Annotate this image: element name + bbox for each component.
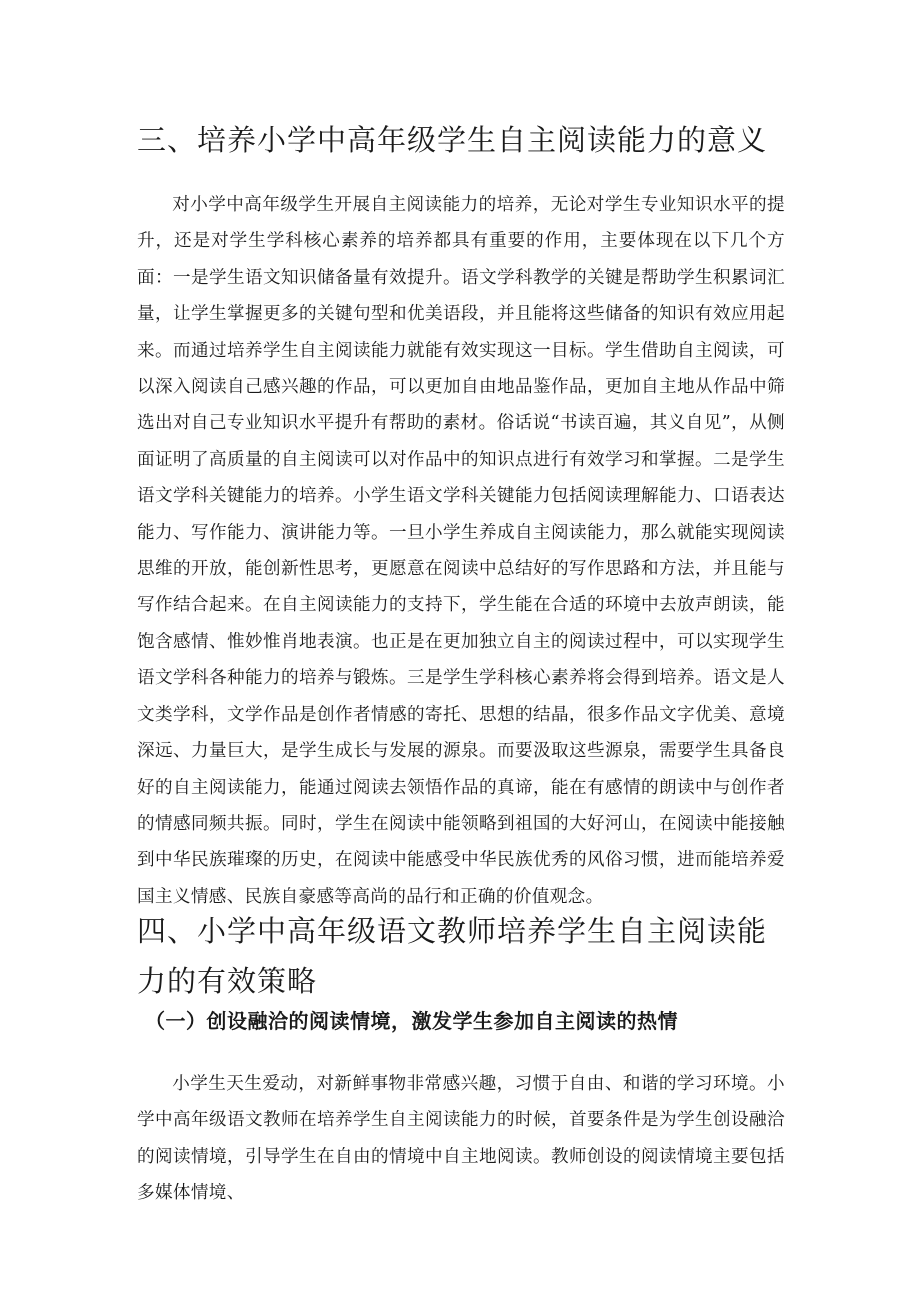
section-3-heading: 三、培养小学中高年级学生自主阅读能力的意义 [137, 123, 768, 157]
subsection-1-heading: （一）创设融洽的阅读情境，激发学生参加自主阅读的热情 [145, 1009, 678, 1033]
subsection-1-paragraph: 小学生天生爱动，对新鲜事物非常感兴趣，习惯于自由、和谐的学习环境。小学中高年级语文教师在培养学生自主阅读能力的时候，首要条件是为学生创设融洽的阅读情境，引导学生在自由的情境中自主地阅读。教师创设的阅读情境主要包括多媒体情境、 [137, 1074, 785, 1204]
section-4-heading: 四、小学中高年级语文教师培养学生自主阅读能力的有效策略 [137, 914, 768, 998]
section-3-paragraph: 对小学中高年级学生开展自主阅读能力的培养，无论对学生专业知识水平的提升，还是对学生学科核心素养的培养都具有重要的作用，主要体现在以下几个方面：一是学生语文知识储备量有效提升。语文学科教学的关键是帮助学生积累词汇量，让学生掌握更多的关键句型和优美语段，并且能将这些储备的知识有效应用起来。而通过培养学生自主阅读能力就能有效实现这一目标。学生借助自主阅读，可以深入阅读自己感兴趣的作品，可以更加自由地品鉴作品，更加自主地从作品中筛选出对自己专业知识水平提升有帮助的素材。俗话说“书读百遍，其义自见”，从侧面证明了高质量的自主阅读可以对作品中的知识点进行有效学习和掌握。二是学生语文学科关键能力的培养。小学生语文学科关键能力包括阅读理解能力、口语表达能力、写作能力、演讲能力等。一旦小学生养成自主阅读能力，那么就能实现阅读思维的开放，能创新性思考，更愿意在阅读中总结好的写作思路和方法，并且能与写作结合起来。在自主阅读能力的支持下，学生能在合适的环境中去放声朗读，能饱含感情、惟妙惟肖地表演。也正是在更加独立自主的阅读过程中，可以实现学生语文学科各种能力的培养与锻炼。三是学生学科核心素养将会得到培养。语文是人文类学科，文学作品是创作者情感的寄托、思想的结晶，很多作品文字优美、意境深远、力量巨大，是学生成长与发展的源泉。而要汲取这些源泉，需要学生具备良好的自主阅读能力，能通过阅读去领悟作品的真谛，能在有感情的朗读中与创作者的情感同频共振。同时，学生在阅读中能领略到祖国的大好河山，在阅读中能接触到中华民族璀璨的历史，在阅读中能感受中华民族优秀的风俗习惯，进而能培养爱国主义情感、民族自豪感等高尚的品行和正确的价值观念。 [137, 195, 785, 907]
